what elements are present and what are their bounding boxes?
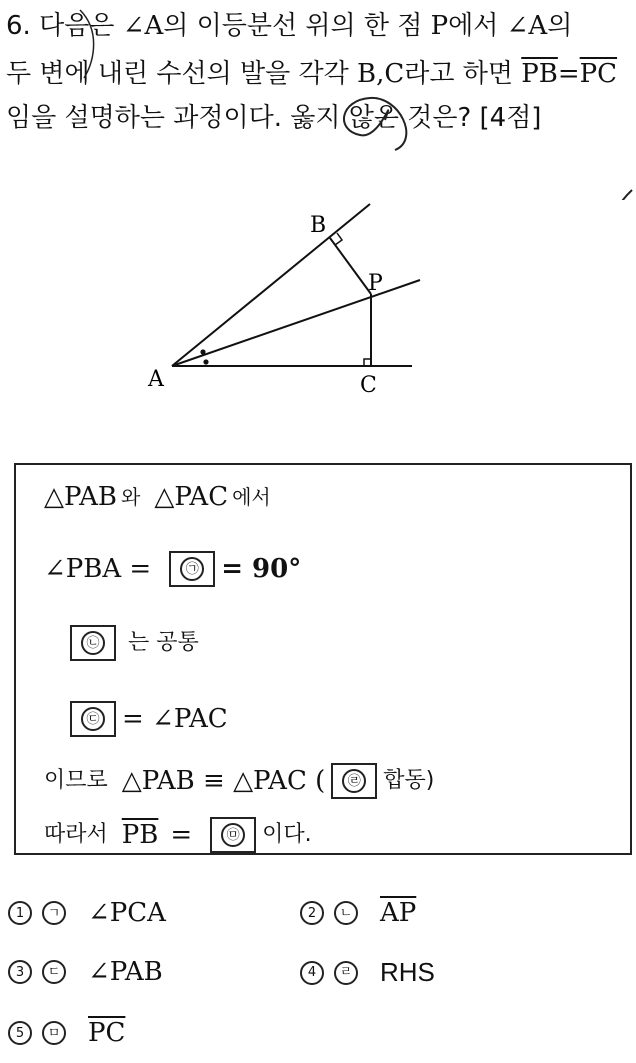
proof-text: 는 공통 (128, 630, 199, 655)
label-p: P (368, 271, 383, 296)
triangle-pac: △PAC (154, 482, 229, 512)
option-value: RHS (380, 957, 435, 987)
segment-pc: $\overline{PC}$ (579, 59, 618, 89)
option-mark: ㄱ (42, 901, 66, 925)
angle-pac: = ∠PAC (122, 704, 228, 734)
proof-line-2 (44, 551, 301, 587)
handwritten-marks (0, 0, 636, 200)
proof-line-5 (44, 763, 434, 799)
congruence-statement: △PAB ≡ △PAC ( (121, 766, 326, 796)
option-5[interactable] (8, 1018, 125, 1048)
option-number: 4 (300, 961, 324, 985)
option-number: 1 (8, 901, 32, 925)
blank-2 (70, 625, 116, 661)
blank-4-mark: ㉣ (342, 769, 366, 793)
segment-pb: $\overline{PB}$ (521, 59, 558, 89)
option-value: $\overline{AP}$ (380, 898, 417, 928)
ray-ab (172, 204, 370, 366)
right-angle-c (364, 359, 371, 366)
option-3[interactable] (8, 957, 163, 987)
option-number: 3 (8, 960, 32, 984)
question-text: 의 이등분선 위의 한 점 (163, 11, 423, 41)
equals-sign: = (170, 820, 193, 850)
option-mark: ㄹ (334, 961, 358, 985)
triangle-pab: △PAB (44, 482, 117, 512)
proof-line-4 (64, 701, 228, 737)
option-value: $\overline{PC}$ (88, 1018, 126, 1048)
option-1[interactable] (8, 898, 166, 928)
proof-line-6 (44, 817, 312, 853)
question-text: 의 (547, 11, 573, 41)
angle-pba: ∠PBA = (44, 554, 152, 584)
option-number: 2 (300, 901, 324, 925)
ninety-degrees: = 90° (221, 554, 302, 584)
option-2[interactable] (300, 898, 416, 928)
question-text: 다음은 (39, 11, 115, 41)
label-b: B (310, 213, 327, 238)
proof-text: 따라서 (44, 822, 108, 847)
option-number: 5 (8, 1021, 32, 1045)
point-b-label: B, (356, 59, 385, 89)
question-text: 두 변에 내린 수선의 발을 각각 (6, 59, 349, 89)
equals-sign: = (557, 59, 580, 89)
segment-pb-line (330, 238, 371, 294)
proof-box (14, 463, 632, 855)
proof-text: 합동) (383, 768, 435, 793)
proof-line-3 (64, 625, 199, 661)
option-mark: ㄷ (42, 960, 66, 984)
question-text: 라고 하면 (404, 59, 513, 89)
question-number: 6. (6, 11, 31, 41)
segment-pb: $\overline{PB}$ (121, 820, 159, 850)
option-mark: ㅁ (42, 1021, 66, 1045)
blank-5 (210, 817, 256, 853)
question-text: 임을 설명하는 과정이다. 옳지 않은 것은? [4점] (6, 103, 542, 133)
blank-3 (70, 701, 116, 737)
blank-1 (169, 551, 215, 587)
option-mark: ㄴ (334, 901, 358, 925)
question-text: 에서 (448, 11, 499, 41)
angle-dot (200, 349, 205, 354)
angle-a-label: ∠A (506, 11, 548, 41)
option-4[interactable] (300, 957, 435, 988)
blank-3-mark: ㉢ (81, 707, 105, 731)
blank-5-mark: ㉤ (221, 823, 245, 847)
angle-a-label: ∠A (122, 11, 164, 41)
option-value: ∠PAB (88, 957, 163, 987)
option-value: ∠PCA (88, 898, 166, 928)
label-c: C (360, 373, 377, 398)
proof-text: 와 (121, 485, 141, 509)
blank-2-mark: ㉡ (81, 631, 105, 655)
proof-text: 이므로 (44, 768, 108, 793)
proof-text: 에서 (232, 485, 271, 509)
proof-text: 이다. (262, 822, 312, 847)
right-angle-b (335, 233, 342, 245)
angle-dot (203, 359, 208, 364)
point-p-label: P (430, 11, 449, 41)
point-c-label: C (384, 59, 405, 89)
proof-line-1 (44, 481, 271, 513)
blank-1-mark: ㉠ (180, 557, 204, 581)
label-a: A (148, 367, 164, 392)
blank-4 (331, 763, 377, 799)
geometry-figure (120, 180, 440, 410)
